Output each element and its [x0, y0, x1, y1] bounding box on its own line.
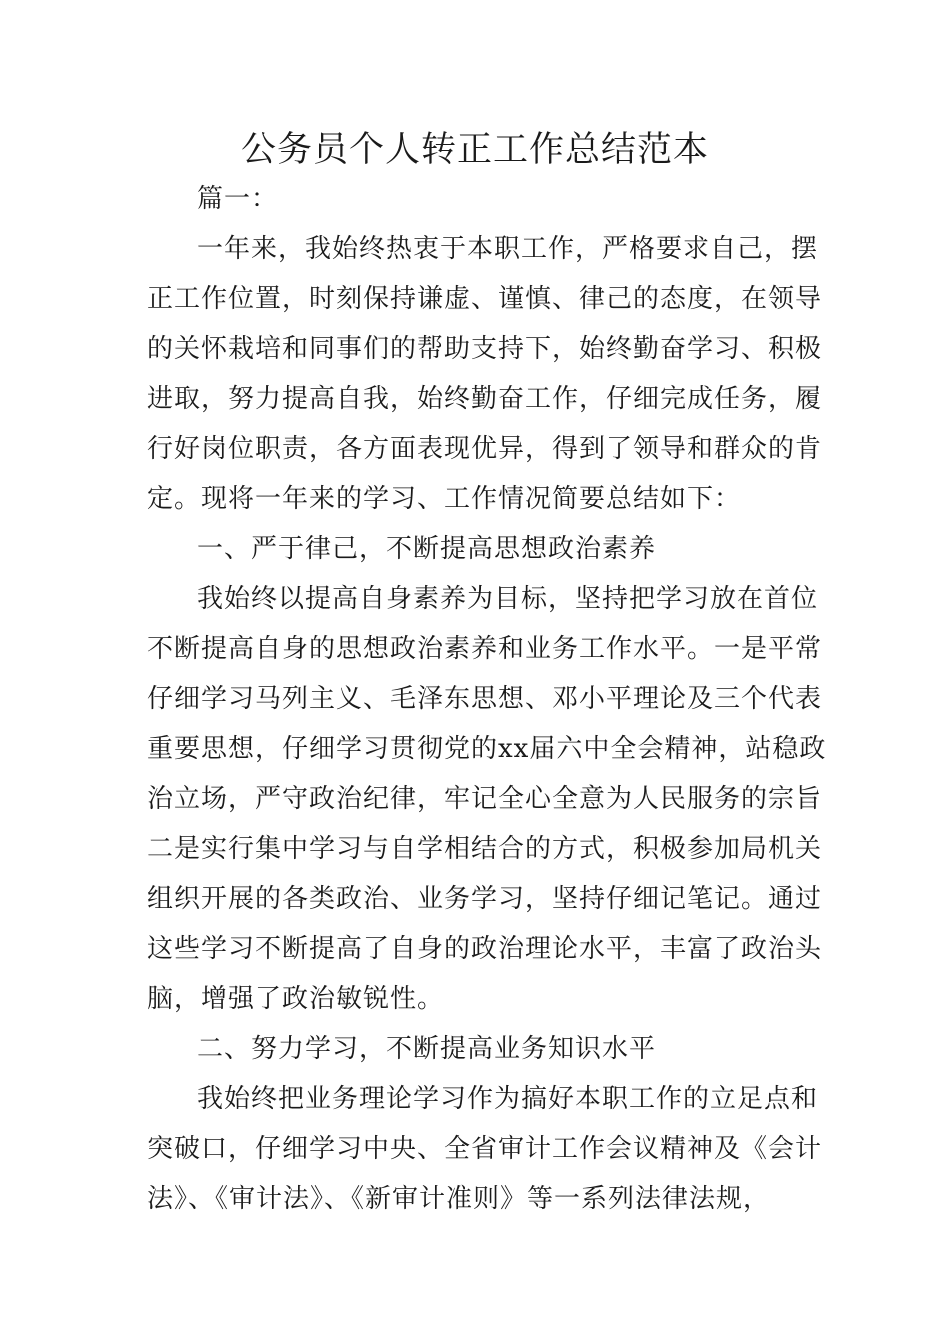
- paragraph-line: 治立场，严守政治纪律，牢记全心全意为人民服务的宗旨: [147, 784, 823, 814]
- paragraph-line: 法》、《审计法》、《新审计准则》等一系列法律法规，: [147, 1184, 771, 1214]
- paragraph-line: 我始终把业务理论学习作为搞好本职工作的立足点和: [197, 1084, 819, 1114]
- paragraph-line: 这些学习不断提高了自身的政治理论水平，丰富了政治头: [147, 934, 823, 964]
- paragraph-line: 组织开展的各类政治、业务学习，坚持仔细记笔记。通过: [147, 884, 823, 914]
- document-title: 公务员个人转正工作总结范本: [240, 130, 709, 170]
- paragraph-line: 突破口，仔细学习中央、全省审计工作会议精神及《会计: [147, 1134, 823, 1164]
- paragraph-line: 脑，增强了政治敏锐性。: [147, 984, 445, 1014]
- section-heading: 二、努力学习，不断提高业务知识水平: [197, 1034, 657, 1064]
- paragraph-line: 正工作位置，时刻保持谦虚、谨慎、律己的态度，在领导: [147, 284, 823, 314]
- paragraph-line: 一年来，我始终热衷于本职工作，严格要求自己，摆: [197, 234, 819, 264]
- paragraph-line: 不断提高自身的思想政治素养和业务工作水平。一是平常: [147, 634, 823, 664]
- paragraph-line: 二是实行集中学习与自学相结合的方式，积极参加局机关: [147, 834, 823, 864]
- paragraph-line: 进取，努力提高自我，始终勤奋工作，仔细完成任务，履: [147, 384, 823, 414]
- paragraph-line: 定。现将一年来的学习、工作情况简要总结如下：: [147, 484, 742, 514]
- paragraph-line: 行好岗位职责，各方面表现优异，得到了领导和群众的肯: [147, 434, 823, 464]
- section-heading: 一、严于律己，不断提高思想政治素养: [197, 534, 657, 564]
- section-label: 篇一：: [197, 184, 279, 214]
- paragraph-line: 仔细学习马列主义、毛泽东思想、邓小平理论及三个代表: [147, 684, 823, 714]
- paragraph-line: 的关怀栽培和同事们的帮助支持下，始终勤奋学习、积极: [147, 334, 823, 364]
- paragraph-line: 我始终以提高自身素养为目标，坚持把学习放在首位: [197, 584, 819, 614]
- paragraph-line: 重要思想，仔细学习贯彻党的xx届六中全会精神，站稳政: [147, 734, 827, 764]
